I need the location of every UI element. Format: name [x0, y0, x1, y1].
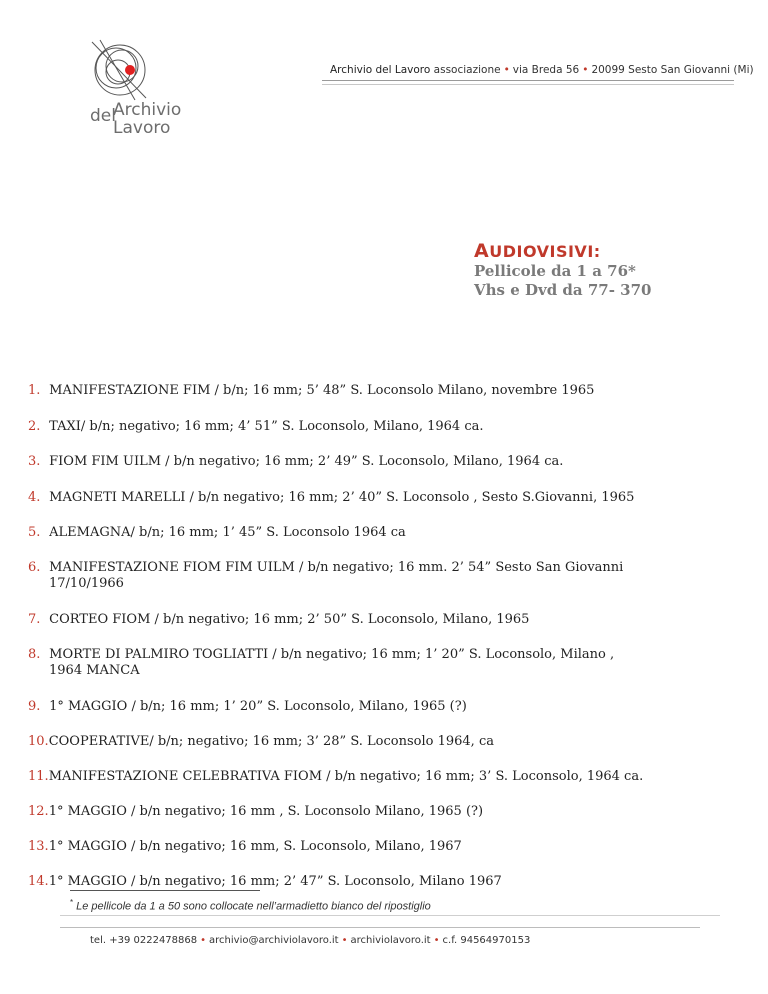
header-rule-secondary	[322, 84, 734, 85]
item-text: 1° MAGGIO / b/n negativo; 16 mm, S. Loconsolo, Milano, 1967	[48, 839, 462, 854]
item-text: CORTEO FIOM / b/n negativo; 16 mm; 2’ 50” S. Loconsolo, Milano, 1965	[49, 612, 530, 627]
item-text-continuation: 17/10/1966	[49, 576, 124, 591]
separator-dot-icon: •	[503, 64, 510, 76]
item-text: MAGNETI MARELLI / b/n negativo; 16 mm; 2’ 40” S. Loconsolo , Sesto S.Giovanni, 1965	[49, 490, 635, 505]
separator-dot-icon: •	[582, 64, 589, 76]
list-item	[28, 874, 502, 890]
footer-email: archivio@archiviolavoro.it	[209, 935, 339, 946]
item-text: MANIFESTAZIONE FIOM FIM UILM / b/n negativo; 16 mm. 2’ 54” Sesto San Giovanni	[49, 560, 624, 575]
item-text: MANIFESTAZIONE FIM / b/n; 16 mm; 5’ 48” S. Loconsolo Milano, novembre 1965	[49, 383, 595, 398]
item-number: 12.	[28, 804, 49, 819]
item-number: 10.	[28, 734, 49, 749]
separator-dot-icon: •	[200, 935, 207, 946]
org-address: via Breda 56	[512, 64, 580, 76]
item-number: 6.	[28, 560, 41, 575]
letterhead-contacts	[90, 935, 530, 946]
item-text: TAXI/ b/n; negativo; 16 mm; 4’ 51” S. Loconsolo, Milano, 1964 ca.	[49, 419, 484, 434]
item-text: ALEMAGNA/ b/n; 16 mm; 1’ 45” S. Loconsolo 1964 ca	[49, 525, 406, 540]
item-text: 1° MAGGIO / b/n; 16 mm; 1’ 20” S. Loconsolo, Milano, 1965 (?)	[49, 699, 467, 714]
list-item	[28, 647, 614, 679]
list-item	[28, 769, 643, 785]
list-item	[28, 612, 529, 628]
org-name: Archivio del Lavoro	[330, 64, 431, 76]
list-item	[28, 560, 623, 592]
org-city: 20099 Sesto San Giovanni (Mi)	[591, 64, 754, 76]
logo-circles-icon	[80, 38, 210, 108]
archivio-lavoro-logo	[80, 38, 210, 148]
org-type: associazione	[433, 64, 501, 76]
item-text: 1° MAGGIO / b/n negativo; 16 mm; 2’ 47” S. Loconsolo, Milano 1967	[48, 874, 502, 889]
item-number: 14.	[28, 874, 49, 889]
document-title: AUDIOVISIVI:	[474, 240, 601, 262]
item-number: 1.	[28, 383, 41, 398]
list-item	[28, 734, 494, 750]
item-number: 3.	[28, 454, 41, 469]
footer-rule	[60, 915, 720, 916]
logo-word-archivio: Archivio	[113, 100, 182, 120]
footer-phone: tel. +39 0222478868	[90, 935, 198, 946]
list-item	[28, 839, 462, 855]
header-rule	[322, 80, 734, 81]
footnote-rule	[70, 890, 260, 891]
footer-tax-code: c.f. 94564970153	[442, 935, 531, 946]
list-item	[28, 525, 406, 541]
letterhead-address	[330, 64, 754, 76]
item-number: 2.	[28, 419, 41, 434]
item-number: 9.	[28, 699, 41, 714]
item-text: MANIFESTAZIONE CELEBRATIVA FIOM / b/n negativo; 16 mm; 3’ S. Loconsolo, 1964 ca.	[48, 769, 644, 784]
separator-dot-icon: •	[341, 935, 348, 946]
item-number: 13.	[28, 839, 49, 854]
footnote	[70, 898, 431, 913]
item-text: MORTE DI PALMIRO TOGLIATTI / b/n negativo; 16 mm; 1’ 20” S. Loconsolo, Milano ,	[49, 647, 615, 662]
list-item	[28, 454, 563, 470]
item-text: COOPERATIVE/ b/n; negativo; 16 mm; 3’ 28” S. Loconsolo 1964, ca	[48, 734, 494, 749]
item-text: FIOM FIM UILM / b/n negativo; 16 mm; 2’ 49” S. Loconsolo, Milano, 1964 ca.	[49, 454, 564, 469]
item-number: 8.	[28, 647, 41, 662]
subtitle-vhs-range: Vhs e Dvd da 77- 370	[474, 281, 652, 299]
item-text: 1° MAGGIO / b/n negativo; 16 mm , S. Loconsolo Milano, 1965 (?)	[48, 804, 484, 819]
list-item	[28, 383, 594, 399]
footer-rule-secondary	[60, 927, 700, 928]
subtitle-film-range: Pellicole da 1 a 76*	[474, 262, 636, 280]
logo-word-lavoro: Lavoro	[113, 118, 171, 138]
footer-website: archiviolavoro.it	[350, 935, 431, 946]
item-number: 4.	[28, 490, 41, 505]
logo-word-del: del	[90, 106, 116, 126]
list-item	[28, 419, 484, 435]
list-item	[28, 490, 634, 506]
list-item	[28, 804, 483, 820]
item-text-continuation: 1964 MANCA	[49, 663, 140, 678]
document-title-block	[474, 240, 651, 300]
item-number: 7.	[28, 612, 41, 627]
separator-dot-icon: •	[433, 935, 440, 946]
item-number: 11.	[28, 769, 49, 784]
footnote-mark: *	[70, 898, 74, 907]
item-number: 5.	[28, 525, 41, 540]
footnote-text: Le pellicole da 1 a 50 sono collocate nell’armadietto bianco del ripostiglio	[76, 900, 431, 913]
list-item	[28, 699, 467, 715]
